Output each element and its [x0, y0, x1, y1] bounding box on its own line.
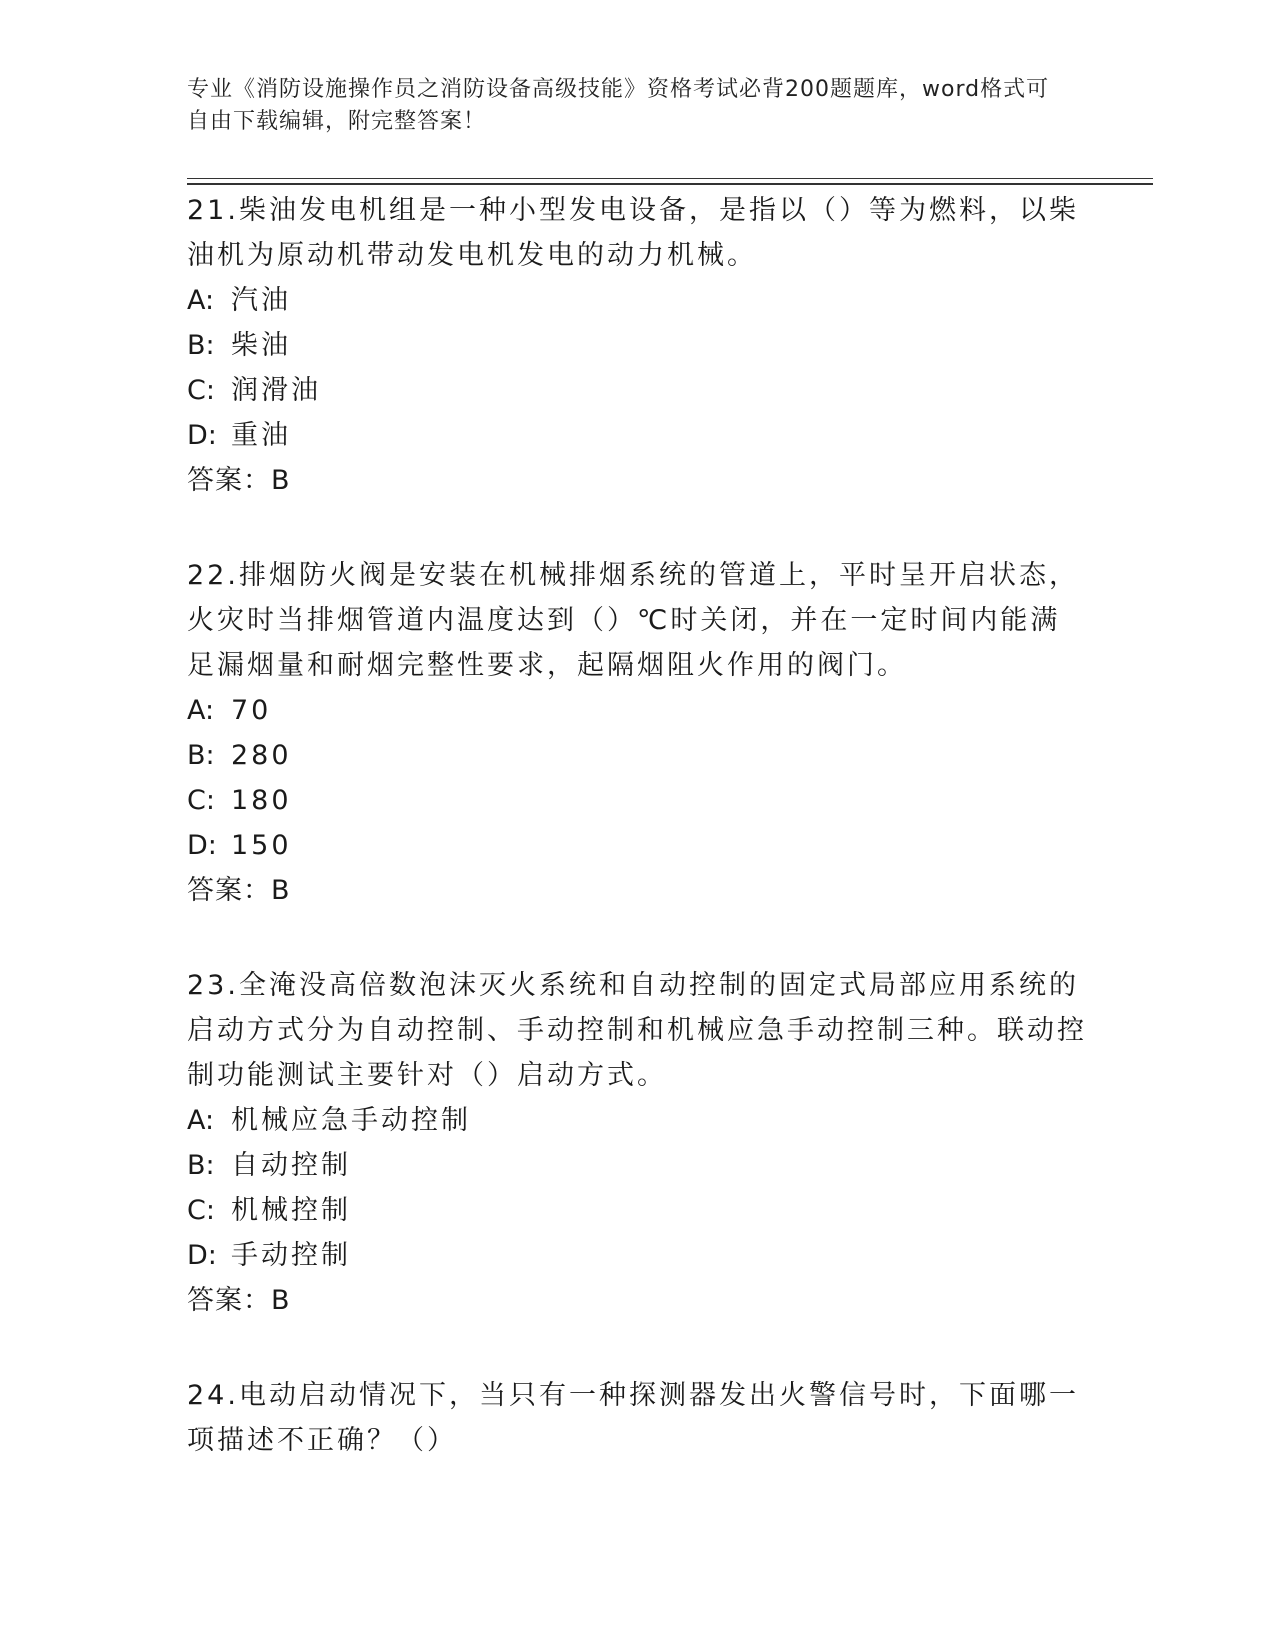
option-text: 柴油 [231, 330, 291, 361]
option-key: B: [187, 1150, 215, 1181]
option-text: 280 [231, 740, 292, 771]
question-24 [187, 1373, 1087, 1463]
answer-label: 答案：B [187, 465, 291, 496]
option-key: D: [187, 830, 217, 861]
question-stem: 21.柴油发电机组是一种小型发电设备，是指以（）等为燃料，以柴油机为原动机带动发电机发电的动力机械。 [187, 195, 1079, 271]
option-d [187, 823, 1087, 868]
question-22 [187, 553, 1087, 913]
option-b [187, 733, 1087, 778]
option-a [187, 688, 1087, 733]
option-key: C: [187, 1195, 215, 1226]
header-divider-thick [187, 183, 1153, 185]
option-key: D: [187, 420, 217, 451]
option-text: 70 [231, 695, 272, 726]
option-text: 150 [231, 830, 292, 861]
option-b [187, 1143, 1087, 1188]
option-text: 机械应急手动控制 [231, 1105, 471, 1136]
option-key: B: [187, 740, 215, 771]
question-23 [187, 963, 1087, 1323]
option-d [187, 1233, 1087, 1278]
option-c [187, 368, 1087, 413]
question-stem: 24.电动启动情况下，当只有一种探测器发出火警信号时，下面哪一项描述不正确？（） [187, 1380, 1079, 1456]
option-key: C: [187, 375, 215, 406]
option-c [187, 778, 1087, 823]
option-text: 润滑油 [231, 375, 321, 406]
answer-label: 答案：B [187, 875, 291, 906]
question-21 [187, 188, 1087, 503]
option-a [187, 1098, 1087, 1143]
option-key: B: [187, 330, 215, 361]
option-text: 180 [231, 785, 292, 816]
option-b [187, 323, 1087, 368]
document-intro: 专业《消防设施操作员之消防设备高级技能》资格考试必背200题题库，word格式可自由下载编辑，附完整答案！ [187, 77, 1050, 134]
option-text: 自动控制 [231, 1150, 351, 1181]
option-key: A: [187, 285, 215, 316]
question-stem: 22.排烟防火阀是安装在机械排烟系统的管道上，平时呈开启状态，火灾时当排烟管道内温度达到（）℃时关闭，并在一定时间内能满足漏烟量和耐烟完整性要求，起隔烟阻火作用的阀门。 [187, 560, 1079, 681]
option-key: A: [187, 1105, 215, 1136]
option-text: 机械控制 [231, 1195, 351, 1226]
option-text: 汽油 [231, 285, 291, 316]
option-key: A: [187, 695, 215, 726]
option-key: C: [187, 785, 215, 816]
option-text: 手动控制 [231, 1240, 351, 1271]
option-c [187, 1188, 1087, 1233]
header-divider [187, 178, 1153, 179]
option-a [187, 278, 1087, 323]
option-text: 重油 [231, 420, 291, 451]
option-key: D: [187, 1240, 217, 1271]
option-d [187, 413, 1087, 458]
answer-label: 答案：B [187, 1285, 291, 1316]
question-stem: 23.全淹没高倍数泡沫灭火系统和自动控制的固定式局部应用系统的启动方式分为自动控制、手动控制和机械应急手动控制三种。联动控制功能测试主要针对（）启动方式。 [187, 970, 1087, 1091]
